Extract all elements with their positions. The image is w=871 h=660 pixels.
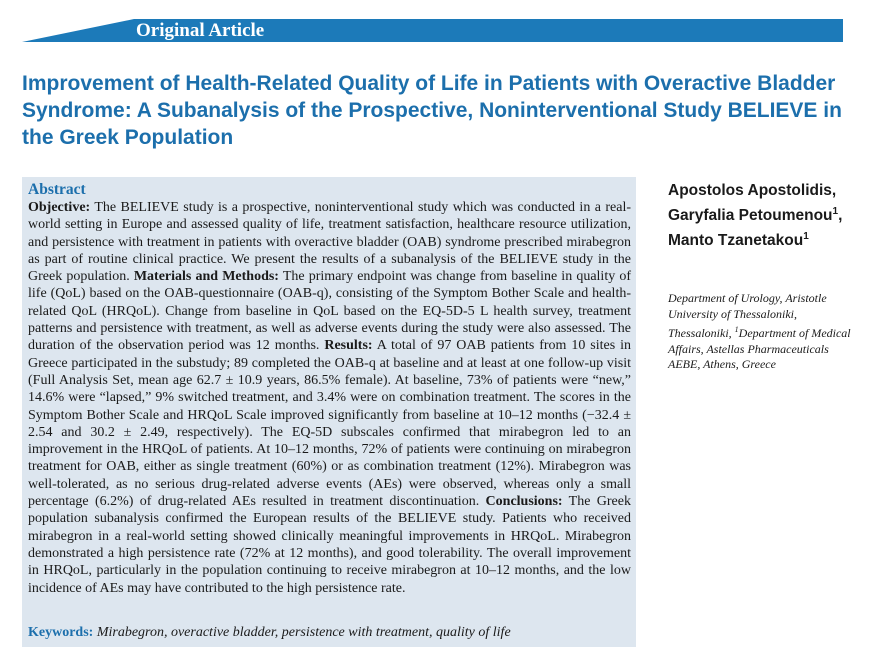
banner-diagonal-cut — [22, 19, 134, 42]
conclusions-label: Conclusions: — [485, 494, 563, 510]
affiliation — [668, 291, 858, 373]
author-list — [668, 180, 858, 251]
author-2-affiliation-mark: 1 — [832, 206, 839, 217]
objective-label: Objective: — [28, 200, 91, 215]
section-banner — [22, 19, 843, 42]
keywords — [28, 624, 511, 641]
section-label: Original Article — [136, 20, 265, 41]
author-2: Garyfalia Petoumenou$^1$, — [668, 206, 843, 225]
author-1: Apostolos Apostolidis, — [668, 182, 837, 199]
author-3: Manto Tzanetakou$^1$ — [668, 231, 809, 250]
keywords-text: Mirabegron, overactive bladder, persistence with treatment, quality of life — [96, 625, 511, 640]
affiliation-urology: Department of Urology, Aristotle University of Thessaloniki, Thessaloniki, — [668, 291, 827, 340]
results-label: Results: — [324, 338, 373, 354]
abstract-body — [28, 199, 631, 597]
affiliation-astellas: Department of Medical Affairs, Astellas Pharmaceuticals AEBE, Athens, Greece — [668, 326, 851, 371]
methods-label: Materials and Methods: — [133, 269, 279, 285]
objective-text: The BELIEVE study is a prospective, noninterventional study which was conducted in a real-world setting in Europe and assessed quality of life, treatment satisfaction, healthcare resource utilization, and persistence with treatment in patients with overactive bladder (OAB) syndrome prescribed mirabegron as part of routine clinical practice. We present the results of a subanalysis of the BELIEVE study in the Greek population. — [28, 200, 631, 285]
author-3-affiliation-mark: 1 — [803, 231, 809, 243]
methods-text: The primary endpoint was change from baseline in quality of life (QoL) based on the OAB-questionnaire (OAB-q), consisting of the Symptom Bother Scale and health-related QoL (HRQoL). Change from baseline in QoL based on the EQ-5D-5 L health survey, treatment patterns and persistence with treatment, as well as adverse events during the study were also assessed. The duration of the observation period was 12 months. — [28, 269, 631, 354]
abstract-heading: Abstract — [28, 181, 86, 198]
affiliation-mark: 1 — [734, 325, 739, 334]
article-title: Improvement of Health-Related Quality of Life in Patients with Overactive Bladder Syndrome: A Subanalysis of the Prospective, Noninterventional Study BELIEVE in the Greek Population — [22, 72, 842, 149]
results-text: A total of 97 OAB patients from 10 sites in Greece participated in the substudy; 89 completed the OAB-q at baseline and at least at one follow-up visit (Full Analysis Set, mean age 62.7 ± 10.9 years, 86.5% female). At baseline, 73% of patients were “new,” 14.6% were “lapsed,” 9% switched treatment, and 3.4% were on combination treatment. The scores in the Symptom Bother Scale and HRQoL Scale improved significantly from baseline at 10–12 months (−32.4 ± 2.54 and 30.2 ± 2.49, respectively). The EQ-5D subscales confirmed that mirabegron led to an improvement in the HRQoL of patients. At 10–12 months, 72% of patients were continuing on mirabegron treatment for OAB, either as single treatment (60%) or as combination treatment (12%). Mirabegron was well-tolerated, as no serious drug-related adverse events (AEs) were observed, whereas only a small percentage (6.2%) of drug-related AEs resulted in treatment discontinuation. — [28, 338, 631, 510]
abstract-panel — [22, 177, 636, 647]
conclusions-text: The Greek population subanalysis confirmed the European results of the BELIEVE study. Patients who received mirabegron in a real-world setting showed clinically meaningful improvements in HRQoL. Mirabegron demonstrated a high persistence rate (72% at 12 months), and good tolerability. The overall improvement in HRQoL, particularly in the population continuing to receive mirabegron at 10–12 months, and the low incidence of AEs may have contributed to the high persistence rate. — [28, 494, 631, 596]
keywords-label: Keywords: — [28, 625, 94, 640]
